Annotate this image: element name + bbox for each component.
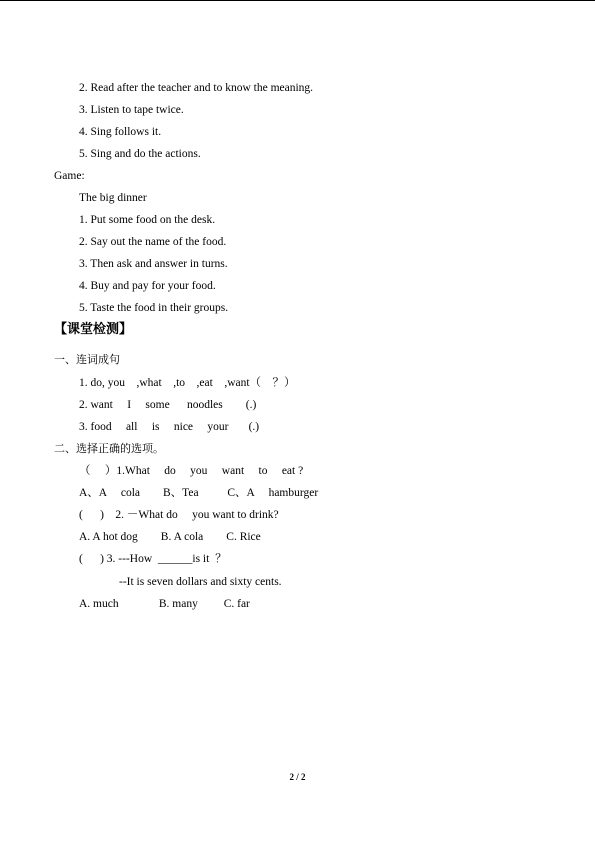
game-step: 5. Taste the food in their groups.	[79, 302, 229, 314]
question-1: （ ）1.What do you want to eat ?	[79, 465, 304, 477]
step-line: 4. Sing follows it.	[79, 126, 162, 138]
part1-item: 2. want I some noodles (.)	[79, 399, 257, 411]
step-line: 2. Read after the teacher and to know the meaning.	[79, 82, 314, 94]
question-2: ( ) 2. －What do you want to drink?	[79, 509, 279, 521]
game-step: 3. Then ask and answer in turns.	[79, 258, 228, 270]
step-line: 3. Listen to tape twice.	[79, 104, 184, 116]
question-3: ( ) 3. ---How ______is it ？	[79, 553, 227, 565]
question-1-options: A、A cola B、Tea C、A hamburger	[79, 487, 319, 499]
question-2-options: A. A hot dog B. A cola C. Rice	[79, 531, 261, 543]
part1-item: 1. do, you ,what ,to ,eat ,want（ ？）	[79, 377, 296, 389]
question-3-answer: --It is seven dollars and sixty cents.	[119, 576, 282, 588]
game-step: 4. Buy and pay for your food.	[79, 280, 216, 292]
step-line: 5. Sing and do the actions.	[79, 148, 201, 160]
part1-title: 一、连词成句	[54, 353, 120, 366]
game-step: 1. Put some food on the desk.	[79, 214, 216, 226]
game-step: 2. Say out the name of the food.	[79, 236, 227, 248]
part1-item: 3. food all is nice your (.)	[79, 421, 260, 433]
question-3-options: A. much B. many C. far	[79, 598, 250, 610]
page-number: 2 / 2	[289, 772, 306, 782]
game-label: Game:	[54, 170, 85, 182]
game-title: The big dinner	[79, 192, 147, 204]
section-title: 【课堂检测】	[54, 322, 133, 337]
top-rule	[0, 0, 595, 1]
part2-title: 二、选择正确的选项。	[54, 442, 164, 455]
